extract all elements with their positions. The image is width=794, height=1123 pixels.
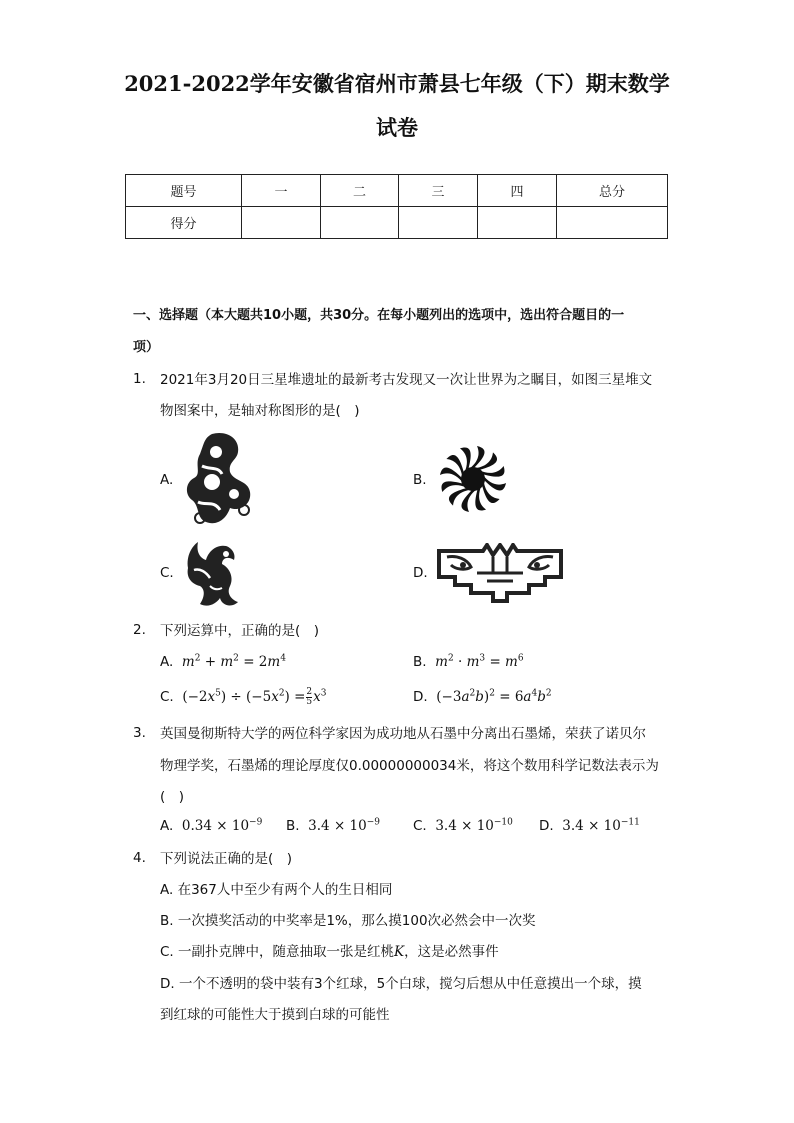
question-stem: 下列说法正确的是( ) — [160, 851, 293, 867]
question-stem-cont: 物图案中，是轴对称图形的是( ) — [160, 403, 360, 419]
table-header-cell: 四 — [478, 175, 557, 207]
score-cell[interactable] — [321, 207, 399, 239]
option-text: ，这是必然事件 — [404, 944, 499, 960]
option-label-c: C. — [160, 565, 174, 581]
option-label-d: D. — [413, 565, 428, 581]
option-label: D. — [413, 689, 428, 705]
question-number: 3. — [133, 725, 146, 741]
score-cell[interactable] — [557, 207, 668, 239]
option-b: B. $3.4 \times 10^{-9}$ — [286, 817, 380, 834]
option-a: A. 在367人中至少有两个人的生日相同 — [160, 882, 393, 898]
option-exponent: −11 — [620, 817, 640, 828]
option-exponent: −9 — [249, 817, 263, 828]
score-table-row — [126, 207, 668, 239]
question-number: 2. — [133, 622, 146, 638]
question-stem-cont: 物理学奖，石墨烯的理论厚度仅0.00000000034米，将这个数用科学记数法表示为 — [160, 758, 659, 774]
option-label-a: A. — [160, 472, 174, 488]
table-header-cell: 二 — [321, 175, 399, 207]
option-exponent: −10 — [493, 817, 513, 828]
figure-option-a — [182, 430, 254, 528]
option-c — [160, 942, 499, 962]
question-number: 4. — [133, 850, 146, 866]
table-header-cell: 总分 — [557, 175, 668, 207]
figure-option-d — [437, 543, 563, 603]
table-header-cell: 三 — [399, 175, 478, 207]
question-number: 1. — [133, 371, 146, 387]
score-cell[interactable] — [242, 207, 321, 239]
option-c: C. $3.4 \times 10^{-10}$ — [413, 817, 513, 834]
option-b: B. $m^2 \cdot m^3 = m^6$ — [413, 653, 524, 670]
option-label: C. — [160, 689, 174, 705]
table-header-cell: 一 — [242, 175, 321, 207]
score-table — [125, 174, 668, 239]
option-d-cont: 到红球的可能性大于摸到白球的可能性 — [160, 1007, 390, 1023]
figure-option-b — [438, 445, 508, 513]
option-d: D. $3.4 \times 10^{-11}$ — [539, 817, 640, 834]
table-header-cell: 题号 — [126, 175, 242, 207]
figure-option-c — [182, 538, 244, 610]
option-c: C. $(-2x^5) \div (-5x^2)$ = $\frac{2}{5}$ $x^3$ — [160, 686, 327, 707]
score-cell[interactable] — [399, 207, 478, 239]
option-label: A. — [160, 818, 174, 834]
table-row-label: 得分 — [126, 207, 242, 239]
option-label: D. — [539, 818, 554, 834]
score-cell[interactable] — [478, 207, 557, 239]
option-variable: K — [394, 944, 405, 960]
question-stem-cont: ( ) — [160, 789, 185, 805]
option-mantissa: 3.4 — [562, 818, 584, 834]
option-a: A. $m^2 + m^2 = 2m^4$ — [160, 653, 286, 670]
option-mantissa: 3.4 — [435, 818, 457, 834]
option-text: C. 一副扑克牌中，随意抽取一张是红桃 — [160, 944, 395, 960]
question-stem: 下列运算中，正确的是( ) — [160, 623, 320, 639]
page-title-line2: 试卷 — [376, 115, 418, 140]
option-label: B. — [286, 818, 300, 834]
option-mantissa: 3.4 — [308, 818, 330, 834]
option-label: A. — [160, 654, 174, 670]
question-stem: 英国曼彻斯特大学的两位科学家因为成功地从石墨中分离出石墨烯，荣获了诺贝尔 — [160, 726, 646, 742]
option-exponent: −9 — [366, 817, 380, 828]
option-d: D. 一个不透明的袋中装有3个红球，5个白球，搅匀后想从中任意摸出一个球，摸 — [160, 976, 642, 992]
section-heading-cont: 项） — [133, 340, 160, 355]
option-label: B. — [413, 654, 427, 670]
section-heading: 一、选择题（本大题共10小题，共30分。在每小题列出的选项中，选出符合题目的一 — [133, 308, 625, 323]
option-b: B. 一次摸奖活动的中奖率是1%，那么摸100次必然会中一次奖 — [160, 913, 536, 929]
page-title: 2021-2022学年安徽省宿州市萧县七年级（下）期末数学 — [124, 71, 670, 96]
option-mantissa: 0.34 — [181, 818, 212, 834]
option-d: D. $(-3a^2b)^2 = 6a^4b^2$ — [413, 688, 552, 705]
score-table-header-row — [126, 175, 668, 207]
option-label-b: B. — [413, 472, 427, 488]
option-a: A. $0.34 \times 10^{-9}$ — [160, 817, 263, 834]
question-stem: 2021年3月20日三星堆遗址的最新考古发现又一次让世界为之瞩目，如图三星堆文 — [160, 372, 653, 388]
option-label: C. — [413, 818, 427, 834]
